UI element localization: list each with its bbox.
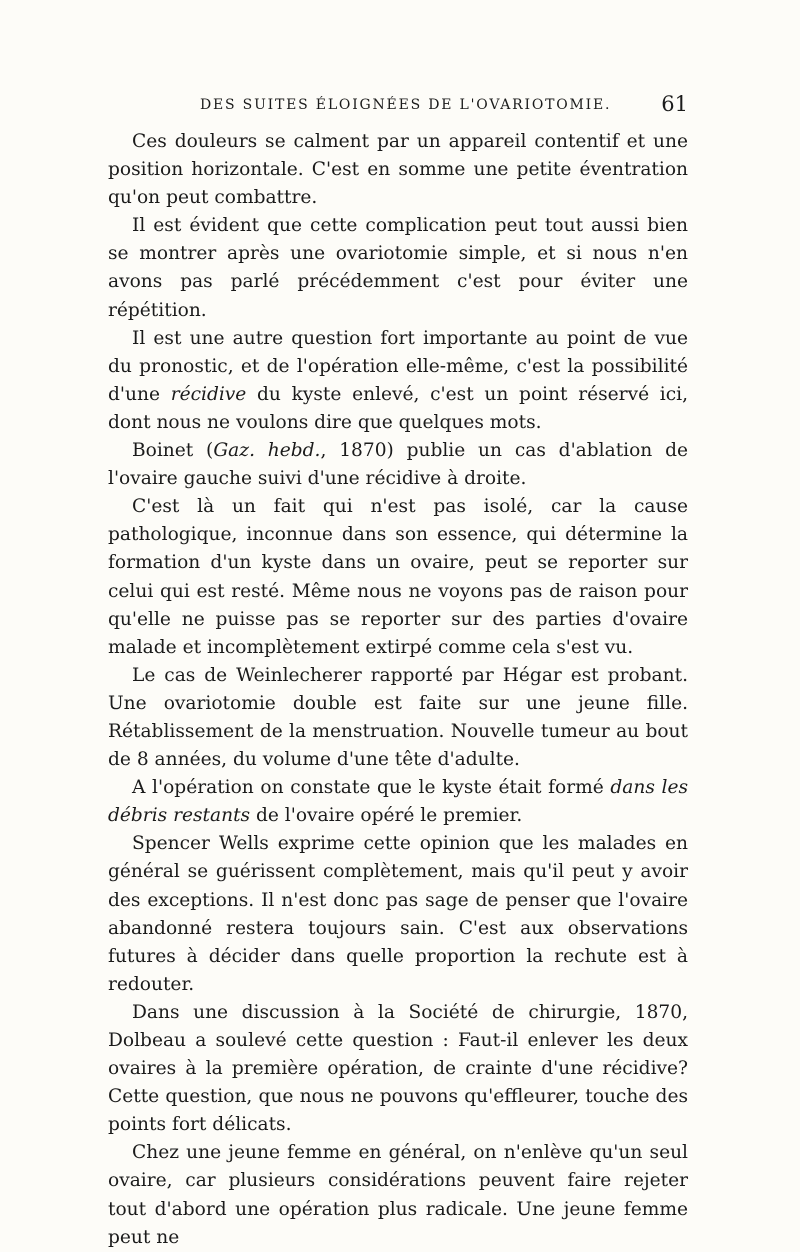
journal-citation: Gaz. hebd.: [213, 440, 321, 462]
text-run: Il est évident que cette complication peut tout aussi bien se montrer après une ovariotomie simple, et si nous n'en avons pas parlé précédemment c'est pour éviter une répétition.: [108, 215, 688, 321]
body-text: [108, 128, 688, 1252]
paragraph: [108, 128, 688, 212]
text-run: du kyste enlevé, c'est un point réservé ici, dont nous ne voulons dire que quelques mots.: [108, 383, 688, 433]
italic-phrase: dans les débris restants: [108, 777, 688, 827]
paragraph: [108, 1139, 688, 1251]
paragraph: [108, 325, 688, 437]
running-title: DES SUITES ÉLOIGNÉES DE L'OVARIOTOMIE.: [200, 97, 612, 113]
paragraph: [108, 999, 688, 1139]
paragraph: [108, 437, 688, 493]
paragraph: [108, 493, 688, 662]
paragraph: [108, 774, 688, 830]
text-run: Dans une discussion à la Société de chirurgie, 1870, Dolbeau a soulevé cette question : Faut-il enlever les deux ovaires à la première opération, de crainte d'une récidive? Cette question, que nous ne pouvons qu'effleurer, touche des points fort délicats.: [108, 1001, 688, 1136]
paragraph: [108, 662, 688, 774]
running-head: [108, 92, 688, 116]
italic-term: récidive: [170, 383, 247, 405]
paragraph: [108, 830, 688, 999]
page-number: 61: [661, 92, 688, 116]
text-run: Chez une jeune femme en général, on n'enlève qu'un seul ovaire, car plusieurs considérations peuvent faire rejeter tout d'abord une opération plus radicale. Une jeune femme peut ne: [108, 1142, 688, 1248]
text-run: Spencer Wells exprime cette opinion que les malades en général se guérissent complètement, mais qu'il peut y avoir des exceptions. Il n'est donc pas sage de penser que l'ovaire abandonné restera toujours sain. C'est aux observations futures à décider dans quelle proportion la rechute est à redouter.: [108, 833, 688, 995]
text-run: Il est une autre question fort importante au point de vue du pronostic, et de l'opération elle-même, c'est la possibilité d'une: [108, 327, 688, 405]
text-run: Le cas de Weinlecherer rapporté par Hégar est probant. Une ovariotomie double est faite sur une jeune fille. Rétablissement de la menstruation. Nouvelle tumeur au bout de 8 années, du volume d'une tête d'adulte.: [108, 664, 688, 771]
text-run: Boinet (: [132, 440, 214, 462]
paragraph: [108, 212, 688, 324]
text-run: Ces douleurs se calment par un appareil contentif et une position horizontale. C'est en somme une petite éventration qu'on peut combattre.: [108, 131, 688, 209]
text-run: de l'ovaire opéré le premier.: [250, 805, 523, 827]
text-run: C'est là un fait qui n'est pas isolé, car la cause pathologique, inconnue dans son essence, qui détermine la formation d'un kyste dans un ovaire, peut se reporter sur celui qui est resté. Même nous ne voyons pas de raison pour qu'elle ne puisse pas se reporter sur des parties d'ovaire malade et incomplètement extirpé comme cela s'est vu.: [108, 496, 688, 658]
text-run: , 1870) publie un cas d'ablation de l'ovaire gauche suivi d'une récidive à droite.: [108, 440, 688, 490]
text-run: A l'opération on constate que le kyste était formé: [132, 777, 611, 799]
